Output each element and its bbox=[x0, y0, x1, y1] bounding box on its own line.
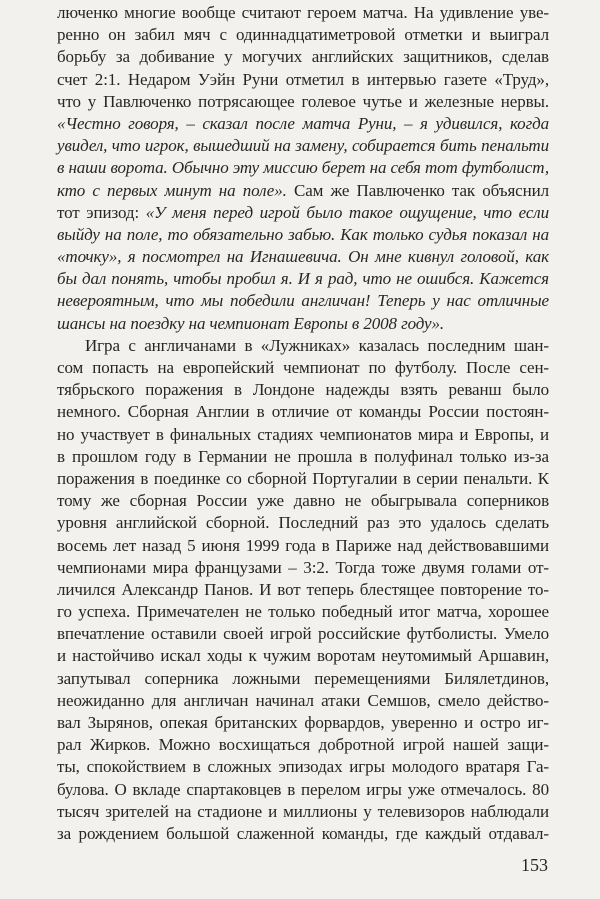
text-segment: личился Александр Панов. И вот теперь блестящее повторение то- bbox=[57, 579, 549, 599]
text-line bbox=[57, 823, 549, 845]
text-line bbox=[57, 290, 549, 312]
text-segment: Игра с англичанами в «Лужниках» казалась последним шан- bbox=[85, 335, 549, 355]
text-segment: тысяч зрителей на стадионе и миллионы у телевизоров наблюдали bbox=[57, 801, 549, 821]
italic-quote-segment: шансы на поездку на чемпионат Европы в 2008 году». bbox=[57, 313, 445, 333]
italic-quote-segment: увидел, что игрок, вышедший на замену, собирается бить пенальти bbox=[57, 136, 549, 156]
text-line bbox=[57, 401, 549, 423]
text-line bbox=[57, 357, 549, 379]
text-line bbox=[57, 601, 549, 623]
text-line bbox=[57, 313, 549, 335]
text-segment: тому же сборная России уже давно не обыгрывала соперников bbox=[57, 491, 549, 511]
italic-quote-segment: «точку», я посмотрел на Игнашевича. Он мне кивнул головой, как bbox=[57, 247, 549, 267]
text-line bbox=[57, 579, 549, 601]
text-line bbox=[57, 424, 549, 446]
text-line bbox=[57, 668, 549, 690]
text-segment: но участвует в финальных стадиях чемпионатов мира и Европы, и bbox=[57, 424, 549, 444]
text-segment: го успеха. Примечателен не только победный итог матча, хорошее bbox=[57, 602, 549, 622]
text-line bbox=[57, 801, 549, 823]
text-segment: неожиданно для англичан начинал атаки Семшов, смело действо- bbox=[57, 690, 549, 710]
italic-quote-segment: «У меня перед игрой было такое ощущение, что если bbox=[145, 202, 550, 222]
text-segment: борьбу за добивание у могучих английских защитников, сделав bbox=[57, 47, 549, 67]
text-segment: в прошлом году в Германии не прошла в полуфинал только из-за bbox=[57, 446, 549, 466]
text-segment: тот эпизод: bbox=[57, 202, 146, 222]
text-line bbox=[57, 379, 549, 401]
text-line bbox=[57, 490, 549, 512]
text-line bbox=[57, 46, 549, 68]
text-line bbox=[57, 24, 549, 46]
text-line bbox=[57, 246, 549, 268]
text-line bbox=[57, 645, 549, 667]
text-line bbox=[57, 135, 549, 157]
text-segment: ренно он забил мяч с одиннадцатиметровой отметки и выиграл bbox=[57, 25, 549, 45]
text-segment: и настойчиво искал ходы к чужим воротам неутомимый Аршавин, bbox=[57, 646, 549, 666]
italic-quote-segment: невероятным, что мы победили англичан! Теперь у нас отличные bbox=[57, 291, 549, 311]
text-segment: счет 2:1. Недаром Уэйн Руни отметил в интервью газете «Труд», bbox=[57, 69, 549, 89]
text-line bbox=[57, 779, 549, 801]
text-segment: поражения в поединке со сборной Португалии в серии пенальти. К bbox=[57, 468, 549, 488]
page-number: 153 bbox=[521, 855, 548, 875]
text-line bbox=[57, 91, 549, 113]
text-line bbox=[57, 157, 549, 179]
text-segment: булова. О вкладе спартаковцев в перелом игры уже отмечалось. 80 bbox=[57, 779, 549, 799]
text-segment: уровня английской сборной. Последний раз это удалось сделать bbox=[57, 513, 549, 533]
text-line bbox=[57, 202, 549, 224]
italic-quote-segment: выйду на поле, то обязательно забью. Как только судья показал на bbox=[57, 224, 549, 244]
text-line bbox=[57, 224, 549, 246]
text-line bbox=[57, 557, 549, 579]
text-line bbox=[57, 690, 549, 712]
text-line bbox=[57, 756, 549, 778]
text-line bbox=[57, 535, 549, 557]
text-line bbox=[57, 69, 549, 91]
text-segment: рал Жирков. Можно восхищаться добротной игрой нашей защи- bbox=[57, 735, 549, 755]
text-segment: тябрьского поражения в Лондоне надежды взять реванш было bbox=[57, 380, 549, 400]
text-segment: вал Зырянов, опекая британских форвардов, уверенно и остро иг- bbox=[57, 713, 549, 732]
text-segment: ты, спокойствием в сложных эпизодах игры молодого вратаря Га- bbox=[57, 757, 549, 777]
text-segment: восемь лет назад 5 июня 1999 года в Париже над действовавшими bbox=[57, 535, 549, 555]
text-line bbox=[57, 468, 549, 490]
text-line bbox=[57, 446, 549, 468]
book-page-text bbox=[57, 2, 549, 845]
text-segment: запутывал соперника ложными перемещениями Билялетдинов, bbox=[57, 668, 549, 688]
text-segment: что у Павлюченко потрясающее голевое чутье и железные нервы. bbox=[57, 91, 549, 111]
text-segment: за рождением большой слаженной команды, где каждый отдавал- bbox=[57, 823, 549, 843]
text-line bbox=[57, 180, 549, 202]
italic-quote-segment: бы дал понять, чтобы пробил я. И я рад, что не ошибся. Кажется bbox=[57, 269, 549, 289]
text-segment: впечатление оставили своей игрой российские футболисты. Умело bbox=[57, 624, 549, 644]
text-line bbox=[57, 113, 549, 135]
italic-quote-segment: «Честно говоря, – сказал после матча Руни, – я удивился, когда bbox=[57, 113, 549, 133]
text-line bbox=[57, 268, 549, 290]
italic-quote-segment: кто с первых минут на поле». bbox=[57, 180, 287, 200]
italic-quote-segment: в наши ворота. Обычно эту миссию берет на себя тот футболист, bbox=[57, 158, 549, 178]
text-line bbox=[57, 712, 549, 734]
text-segment: чемпионами мира французами – 3:2. Тогда тоже двумя голами от- bbox=[57, 557, 549, 577]
text-segment: сом попасть на европейский чемпионат по футболу. После сен- bbox=[57, 358, 549, 377]
text-line bbox=[57, 623, 549, 645]
text-line bbox=[57, 512, 549, 534]
text-line bbox=[57, 2, 549, 24]
text-segment: Сам же Павлюченко так объяснил bbox=[286, 180, 549, 200]
text-line bbox=[57, 335, 549, 357]
text-line bbox=[57, 734, 549, 756]
text-segment: люченко многие вообще считают героем матча. На удивление уве- bbox=[57, 3, 549, 22]
text-segment: немного. Сборная Англии в отличие от команды России постоян- bbox=[57, 402, 549, 422]
